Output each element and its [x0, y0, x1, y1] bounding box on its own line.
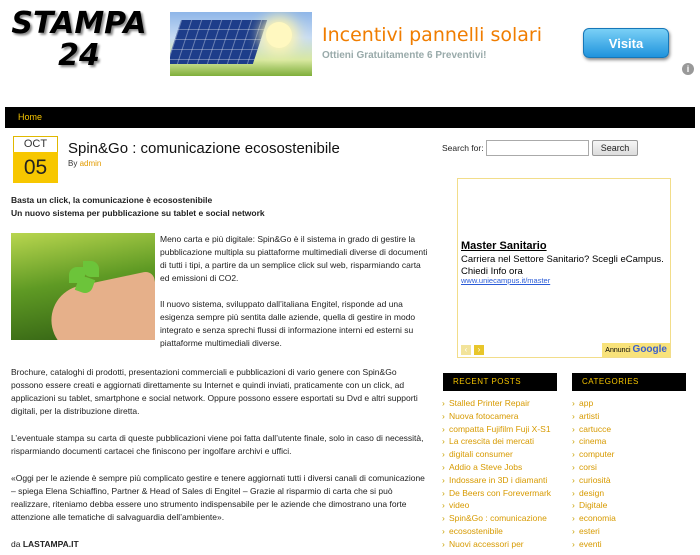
nav-home-link[interactable]: Home [18, 112, 43, 122]
sidebar-ad-title[interactable]: Master Sanitario [461, 240, 547, 252]
category-link[interactable]: › app [572, 397, 688, 410]
search-label: Search for: [442, 143, 484, 153]
category-link[interactable]: › design [572, 487, 688, 500]
post-lead [11, 194, 421, 220]
recent-post-link[interactable]: › digitali consumer [442, 448, 558, 461]
header-ad-banner[interactable] [170, 10, 695, 80]
main-navbar [5, 107, 695, 128]
category-link[interactable]: › artisti [572, 410, 688, 423]
badge-brand: Google [632, 344, 667, 355]
site-logo[interactable] [8, 8, 150, 72]
post-byline [68, 159, 101, 168]
categories-heading: CATEGORIES [572, 373, 686, 391]
search-input[interactable] [486, 140, 589, 156]
post-author-link[interactable]: admin [79, 159, 102, 168]
categories-list [572, 397, 688, 551]
recent-post-link[interactable]: › Nuova fotocamera [442, 410, 558, 423]
category-link[interactable]: › Digitale [572, 499, 688, 512]
post-paragraph-1: Meno carta e più digitale: Spin&Go è il sistema in grado di gestire la pubblicazione multipla su piattaforme multimediali diverse di documenti di tutti i tipi, a partire da un semplice click sul web, risparmiando carta ed emissioni di CO2. [160, 234, 428, 283]
recent-post-link[interactable]: › compatta Fujifilm Fuji X-S1 [442, 423, 558, 436]
logo-line-1: STAMPA [11, 6, 147, 41]
recent-post-link[interactable]: › video [442, 499, 558, 512]
recent-post-link[interactable]: › La crescita dei mercati [442, 435, 558, 448]
post-paragraph-4: L’eventuale stampa su carta di queste pubblicazioni viene poi fatta dall’utente finale, solo in caso di necessità, risparmiando documenti cartacei che finiscono per ingolfare archivi e uffici. [11, 433, 424, 456]
google-ads-badge[interactable] [602, 343, 670, 357]
recent-post-link[interactable]: › ecosostenibile [442, 525, 558, 538]
recent-post-link[interactable]: › Addio a Steve Jobs [442, 461, 558, 474]
lead-line-1: Basta un click, la comunicazione è ecosostenibile [11, 195, 213, 205]
post-month: OCT [13, 136, 58, 152]
category-link[interactable]: › corsi [572, 461, 688, 474]
post-title[interactable]: Spin&Go : comunicazione ecosostenibile [68, 140, 340, 157]
post-photo-clover-hand [11, 233, 155, 340]
post-paragraph-2: Il nuovo sistema, sviluppato dall’italiana Engitel, risponde ad una esigenza sempre più sentita dalle aziende, quella di gestire in modo integrato e senza sprechi flussi di informazione interni ed esterni su piattaforme multimediali diverse. [160, 299, 416, 348]
category-link[interactable]: › eventi [572, 538, 688, 551]
category-link[interactable]: › esteri [572, 525, 688, 538]
category-link[interactable]: › curiosità [572, 474, 688, 487]
search-button[interactable]: Search [592, 140, 638, 156]
sidebar-ad-url[interactable]: www.uniecampus.it/master [461, 276, 551, 285]
recent-posts-heading: RECENT POSTS [443, 373, 557, 391]
post-day: 05 [13, 152, 58, 183]
category-link[interactable]: › cartucce [572, 423, 688, 436]
recent-post-link[interactable]: › Spin&Go : comunicazione [442, 512, 558, 525]
post-source [11, 538, 79, 551]
recent-post-link[interactable]: › Nuovi accessori per [442, 538, 558, 551]
ad-prev-arrow-icon[interactable]: ‹ [461, 345, 471, 355]
recent-post-link[interactable]: › Stalled Printer Repair [442, 397, 558, 410]
recent-post-link[interactable]: › De Beers con Forevermark [442, 487, 558, 500]
post-paragraph-3: Brochure, cataloghi di prodotti, presentazioni commerciali e pubblicazioni di vario genere con Spin&Go possono essere creati e aggiornati direttamente su Internet e quindi inviati, praticamente con un click, ad applicazioni su tablet, smartphone e social network. Oppure possono essere esportati su Dvd e altri supporti digitali, per la distribuzione diretta. [11, 367, 418, 416]
logo-line-2: 24 [58, 38, 100, 73]
category-link[interactable]: › computer [572, 448, 688, 461]
recent-posts-list [442, 397, 558, 551]
solar-panel-image [170, 12, 312, 76]
post-date-badge [13, 136, 58, 183]
ad-next-arrow-icon[interactable]: › [474, 345, 484, 355]
sidebar-ad[interactable] [457, 178, 671, 358]
category-link[interactable]: › economia [572, 512, 688, 525]
ad-subtitle: Ottieni Gratuitamente 6 Preventivi! [322, 50, 487, 61]
byline-prefix: By [68, 159, 78, 168]
ad-info-icon[interactable]: i [682, 63, 694, 75]
post-paragraph-5: «Oggi per le aziende è sempre più complicato gestire e tenere aggiornati tutti i diversi canali di comunicazione – spiega Elena Schiaffino, Partner & Head of Sales di Engitel – Grazie al risparmio di carta che si può realizzare, riteniamo debba essere uno strumento indispensabile per le aziende che dimostrano una forte attenzione alle tematiche di salvaguardia dell’ambiente». [11, 473, 425, 522]
ad-title[interactable]: Incentivi pannelli solari [322, 24, 543, 46]
sidebar-ad-description: Carriera nel Settore Sanitario? Scegli eCampus. Chiedi Info ora [461, 254, 664, 277]
source-name: LASTAMPA.IT [22, 539, 79, 549]
badge-prefix: Annunci [605, 347, 631, 354]
category-link[interactable]: › cinema [572, 435, 688, 448]
source-prefix: da [11, 539, 21, 549]
recent-post-link[interactable]: › Indossare in 3D i diamanti [442, 474, 558, 487]
ad-visit-button[interactable]: Visita [583, 28, 669, 58]
lead-line-2: Un nuovo sistema per pubblicazione su tablet e social network [11, 208, 265, 218]
